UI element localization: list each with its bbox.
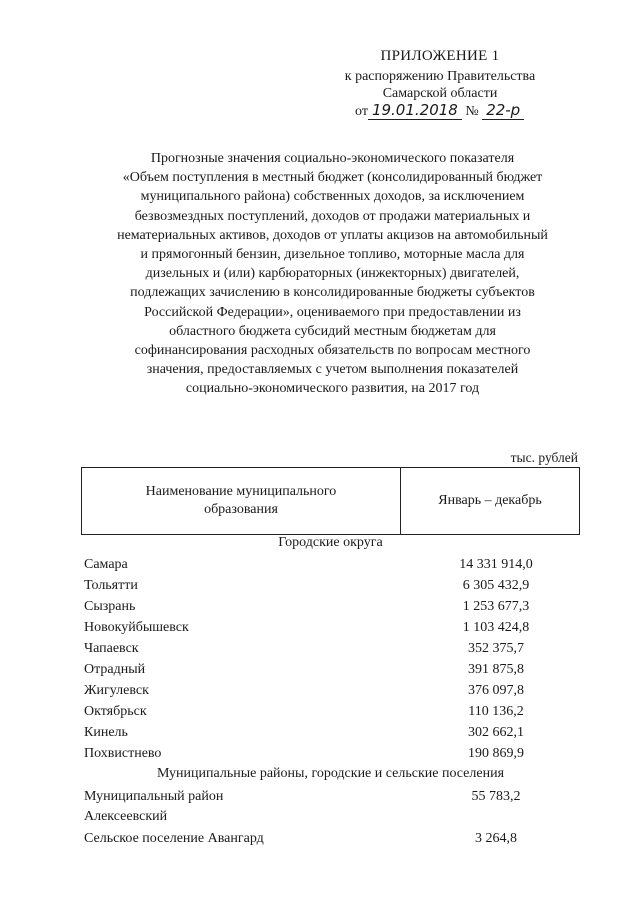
row-value: 6 305 432,9 (462, 578, 530, 593)
heading-line: подлежащих зачислению в консолидированные бюджеты субъектов (130, 285, 535, 301)
table-row (84, 597, 580, 617)
row-value: 190 869,9 (468, 746, 524, 761)
handwritten-number: 22-р (482, 101, 524, 120)
table-row (84, 555, 580, 575)
heading-line: безвозмездных поступлений, доходов от продажи материальных и (134, 208, 531, 224)
section-title-city-districts: Городские округа (278, 535, 383, 550)
row-name: Отрадный (84, 662, 146, 677)
heading-line: нематериальных активов, доходов от уплаты акцизов на автомобильный (117, 227, 548, 243)
row-value: 302 662,1 (468, 725, 524, 740)
table-row (84, 576, 580, 596)
row-name: Кинель (84, 725, 128, 740)
heading-line: социально-экономического развития, на 2017 год (185, 381, 480, 397)
row-name: Сельское поселение Авангард (84, 831, 264, 846)
heading-line: Российской Федерации», оцениваемого при предоставлении из (144, 304, 521, 320)
appendix-line-2: Самарской области (382, 86, 498, 101)
table-header (81, 467, 580, 535)
table-row (84, 744, 580, 764)
row-name-line-1: Муниципальный район (84, 789, 224, 804)
row-value: 14 331 914,0 (459, 557, 533, 572)
table-row (84, 787, 580, 827)
heading-line: и прямогонный бензин, дизельное топливо, моторные масла для (140, 247, 525, 263)
appendix-title: ПРИЛОЖЕНИЕ 1 (380, 48, 500, 64)
appendix-line-1: к распоряжению Правительства (344, 69, 536, 84)
row-name: Новокуйбышевск (84, 620, 189, 635)
table-row (84, 829, 580, 849)
row-value: 352 375,7 (468, 641, 524, 656)
heading-line: Прогнозные значения социально-экономического показателя (150, 151, 515, 166)
row-value: 376 097,8 (468, 683, 524, 698)
row-value: 1 103 424,8 (462, 620, 530, 635)
row-name: Похвистнево (84, 746, 162, 761)
row-value: 3 264,8 (475, 831, 517, 846)
row-name: Самара (84, 557, 128, 572)
table-row (84, 723, 580, 743)
section-title-municipal-districts: Муниципальные районы, городские и сельские поселения (156, 766, 505, 781)
heading-line: «Объем поступления в местный бюджет (консолидированный бюджет (122, 170, 543, 186)
row-name: Тольятти (84, 578, 138, 593)
heading-line: дизельных и (или) карбюраторных (инжекторных) двигателей, (145, 266, 520, 282)
appendix-header (320, 48, 560, 102)
units-label: тыс. рублей (510, 450, 578, 465)
handwritten-date: 19.01.2018 (368, 101, 462, 120)
table-row (84, 681, 580, 701)
column-header-period: Январь – декабрь (438, 493, 542, 508)
column-header-name: Наименование муниципального образования (82, 468, 401, 534)
number-prefix: № (465, 104, 479, 119)
row-name: Октябрьск (84, 704, 147, 719)
date-prefix: от (355, 104, 368, 119)
order-date-number (355, 101, 570, 120)
document-heading (80, 149, 585, 399)
row-name: Чапаевск (84, 641, 139, 656)
row-name: Сызрань (84, 599, 136, 614)
table-row (84, 639, 580, 659)
table-row (84, 702, 580, 722)
heading-line: значения, предоставляемых с учетом выполнения показателей (146, 362, 519, 378)
table-row (84, 660, 580, 680)
row-value: 391 875,8 (468, 662, 524, 677)
row-name: Жигулевск (84, 683, 149, 698)
row-value: 110 136,2 (468, 704, 524, 719)
row-value: 55 783,2 (471, 789, 521, 804)
heading-line: софинансирования расходных обязательств по вопросам местного (134, 343, 531, 359)
row-value: 1 253 677,3 (462, 599, 530, 614)
heading-line: муниципального района) собственных доходов, за исключением (140, 189, 525, 205)
row-name-line-2: Алексеевский (84, 809, 168, 824)
table-row (84, 618, 580, 638)
heading-line: областного бюджета субсидий местным бюджетам для (169, 323, 496, 339)
